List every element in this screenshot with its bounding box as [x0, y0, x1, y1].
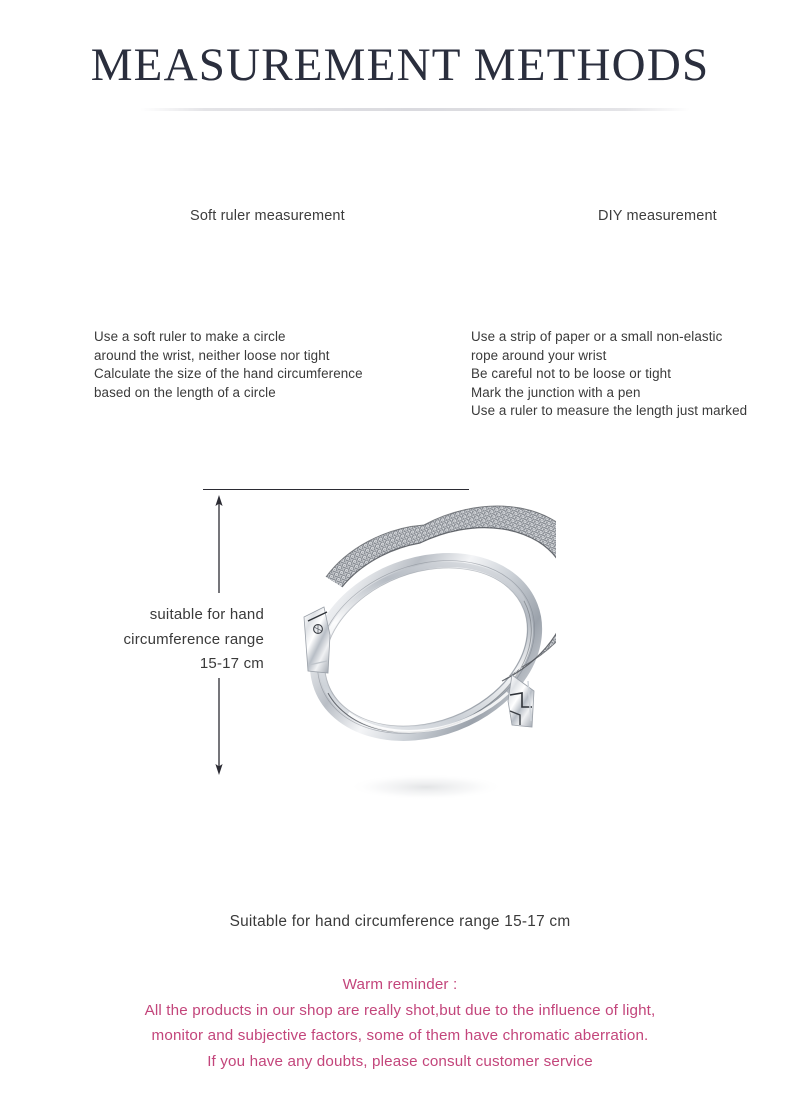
instruction-line: Use a soft ruler to make a circle	[94, 329, 286, 344]
reminder-line: All the products in our shop are really shot,but due to the influence of light,	[144, 1001, 656, 1019]
page-title: MEASUREMENT METHODS	[90, 39, 710, 91]
product-image-bangle	[296, 495, 556, 805]
dimension-label-line: circumference range	[123, 630, 264, 648]
reminder-line: If you have any doubts, please consult customer service	[207, 1052, 593, 1070]
instruction-line: Mark the junction with a pen	[471, 384, 641, 400]
soft-ruler-instructions	[94, 328, 363, 402]
warm-reminder-block	[0, 972, 800, 1074]
section-heading-diy: DIY measurement	[598, 208, 717, 224]
instruction-line: Be careful not to be loose or tight	[471, 366, 672, 382]
instruction-line: Calculate the size of the hand circumference	[94, 366, 363, 382]
reminder-title: Warm reminder :	[342, 976, 458, 993]
dimension-top-rule	[203, 489, 469, 490]
bangle-hinge	[304, 607, 330, 673]
dimension-label-line: 15-17 cm	[199, 655, 264, 672]
instruction-line: rope around your wrist	[471, 347, 607, 363]
bangle-clasp	[508, 675, 534, 727]
product-caption: Suitable for hand circumference range 15-17 cm	[229, 913, 571, 930]
instruction-line: based on the length of a circle	[94, 384, 276, 400]
instruction-line: Use a ruler to measure the length just marked	[471, 403, 748, 419]
dimension-label-line: suitable for hand	[149, 606, 264, 623]
dimension-label	[40, 603, 264, 677]
reminder-line: monitor and subjective factors, some of them have chromatic aberration.	[151, 1027, 649, 1045]
title-divider	[140, 108, 690, 111]
instruction-line: Use a strip of paper or a small non-elastic	[471, 329, 723, 344]
diy-instructions	[471, 328, 747, 421]
page-header	[0, 36, 800, 94]
instruction-line: around the wrist, neither loose nor tight	[94, 347, 330, 363]
section-heading-soft-ruler: Soft ruler measurement	[190, 208, 345, 224]
